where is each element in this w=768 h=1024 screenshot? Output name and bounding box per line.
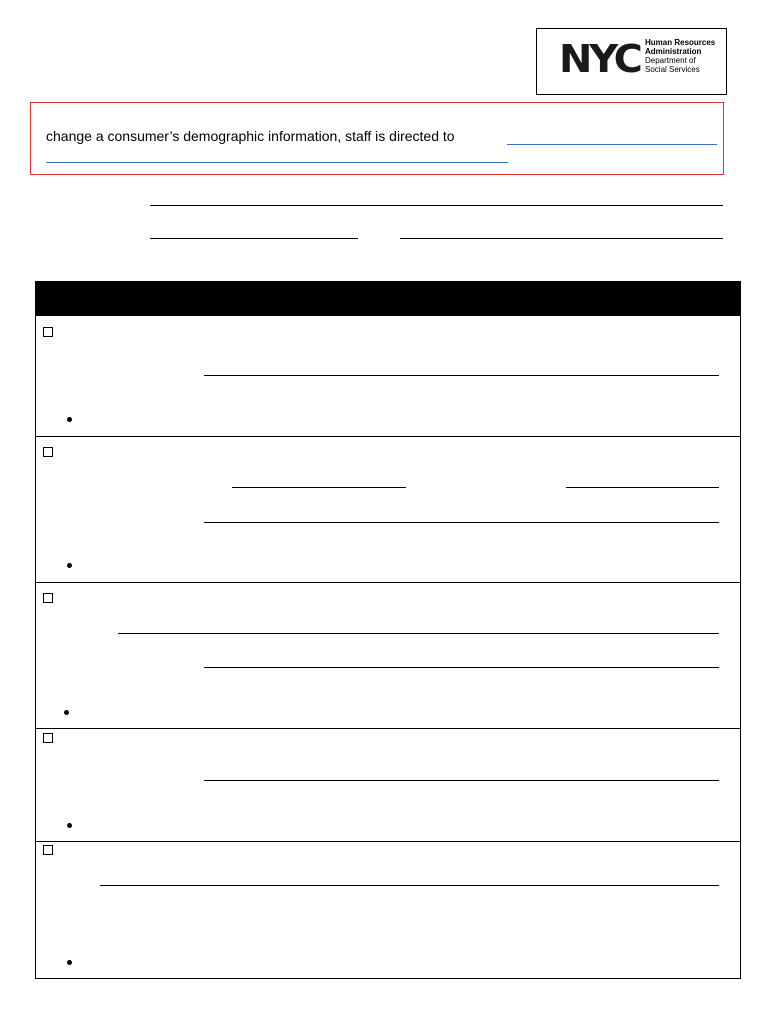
agency-line-1: Human Resources [645,38,716,47]
bullet-2 [67,563,72,568]
notice-link-line-1[interactable] [507,144,717,145]
checkbox-1[interactable] [43,327,53,337]
bullet-4 [67,823,72,828]
checklist-section-3 [36,583,740,729]
section-5-field[interactable] [100,885,719,886]
checklist-section-2 [36,437,740,583]
nyc-logo-mark: NYC [559,37,640,81]
checkbox-5[interactable] [43,845,53,855]
section-1-field[interactable] [204,375,719,376]
notice-box [30,102,724,175]
bullet-5 [67,960,72,965]
section-3-field-a[interactable] [118,633,719,634]
section-2-field-a[interactable] [232,487,406,488]
notice-link-line-2[interactable] [46,162,508,163]
agency-name [645,38,725,74]
blank-field-1[interactable] [150,205,723,206]
agency-line-2: Administration [645,47,702,56]
blank-field-3[interactable] [400,238,723,239]
notice-text: change a consumer’s demographic information, staff is directed to [46,128,455,144]
checkbox-2[interactable] [43,447,53,457]
bullet-1 [67,417,72,422]
checklist-section-1 [36,316,740,437]
agency-line-4: Social Services [645,65,700,74]
checklist-section-5 [36,842,740,978]
checklist-section-4 [36,729,740,842]
section-2-field-c[interactable] [204,522,719,523]
nyc-hra-logo [536,28,727,95]
agency-line-3: Department of [645,56,696,65]
checkbox-4[interactable] [43,733,53,743]
section-2-field-b[interactable] [566,487,719,488]
checklist-table [35,281,741,979]
blank-field-2[interactable] [150,238,358,239]
checkbox-3[interactable] [43,593,53,603]
section-4-field[interactable] [204,780,719,781]
bullet-3 [64,710,69,715]
section-3-field-b[interactable] [204,667,719,668]
table-header-bar [36,282,740,316]
